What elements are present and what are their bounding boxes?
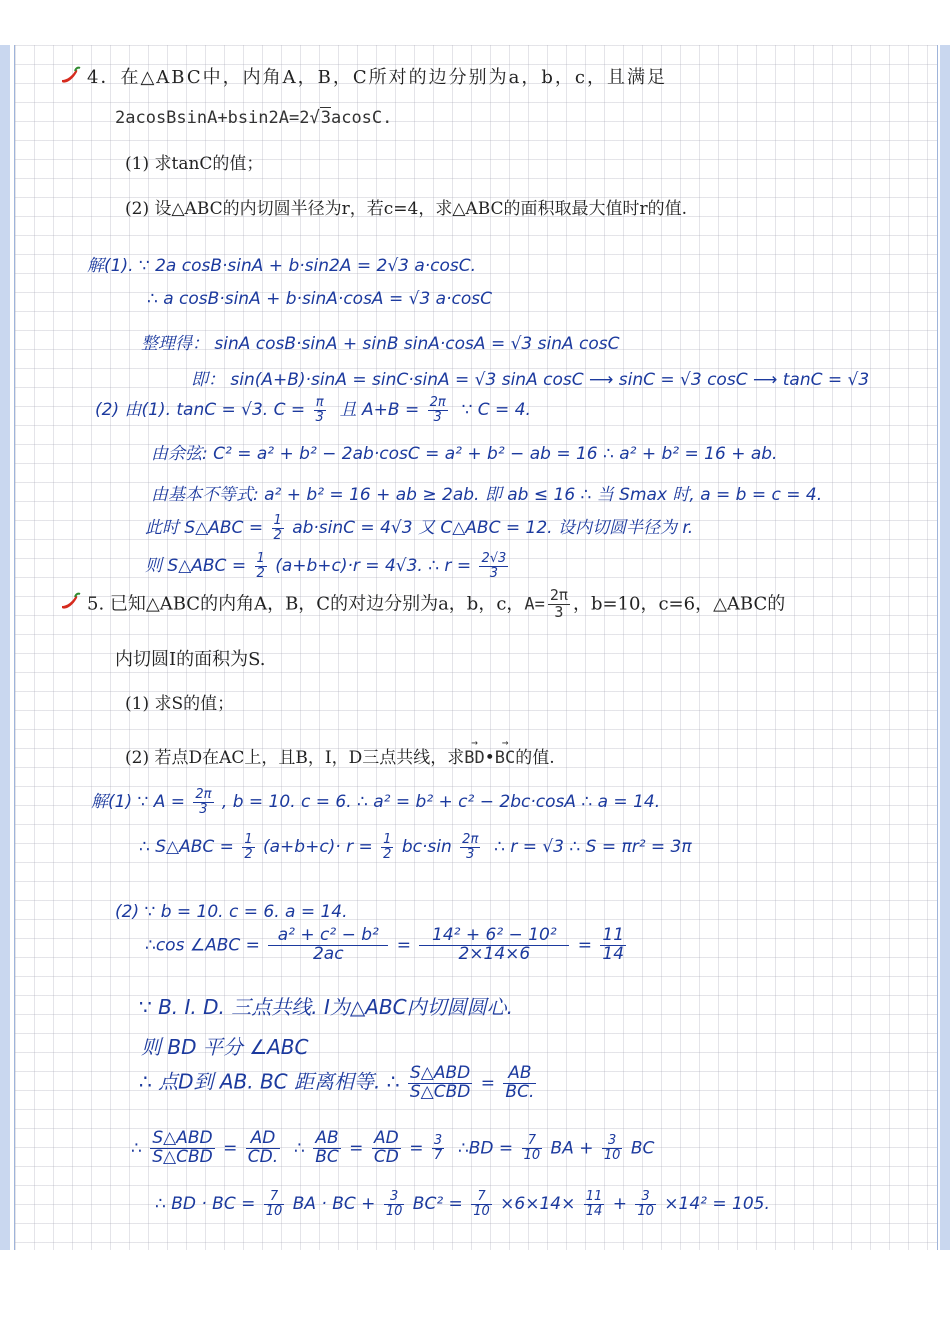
equals-sign: = bbox=[577, 935, 592, 956]
problem-4-stem bbox=[59, 63, 667, 89]
equals-sign: = bbox=[480, 1073, 496, 1094]
denominator: 3 bbox=[433, 409, 442, 425]
fraction bbox=[246, 1130, 280, 1167]
sol5-l2a: ∴ S△ABC = bbox=[139, 837, 234, 858]
sol5-l9c: BC² = bbox=[412, 1194, 463, 1215]
numerator: AB bbox=[503, 1065, 536, 1084]
fraction bbox=[584, 1190, 605, 1218]
denominator: 2×14×6 bbox=[458, 943, 531, 964]
sol5-l2b: (a+b+c)· r = bbox=[263, 837, 373, 858]
problem-5-angle-label: A= bbox=[524, 594, 545, 615]
solution-4-line-4: 即： sin(A+B)·sinA = sinC·sinA = √3 sinA cosC ⟶ sinC = √3 cosC ⟶ tanC = √3 bbox=[191, 370, 870, 390]
fraction bbox=[522, 1134, 543, 1162]
fraction bbox=[384, 1190, 405, 1218]
sol4-l8b: ab·sinC = 4√3 又 C△ABC = 12. 设内切圆半径为 r. bbox=[292, 518, 694, 538]
grid-paper-page bbox=[14, 45, 938, 1250]
numerator: π bbox=[314, 396, 326, 411]
fraction bbox=[471, 1190, 492, 1218]
numerator: 3 bbox=[602, 1134, 623, 1149]
left-edge-strip bbox=[0, 45, 10, 1250]
denominator: 3 bbox=[466, 846, 475, 862]
numerator: S△ABD bbox=[408, 1065, 473, 1084]
red-chili-pepper-icon bbox=[59, 592, 81, 612]
problem-5-stem-c: 内切圆I的面积为S. bbox=[115, 649, 266, 670]
fraction bbox=[193, 788, 213, 816]
solution-5-line-9 bbox=[155, 1190, 770, 1218]
denominator: 2 bbox=[256, 565, 265, 581]
solution-5-line-4 bbox=[145, 927, 629, 964]
numerator: 1 bbox=[383, 832, 392, 847]
solution-4-line-6: 由余弦: C² = a² + b² − 2ab·cosC = a² + b² − ab = 16 ∴ a² + b² = 16 + ab. bbox=[151, 444, 778, 464]
fraction bbox=[381, 833, 393, 861]
denominator: BC bbox=[315, 1146, 339, 1167]
fraction bbox=[372, 1130, 401, 1167]
sol5-l9e: + bbox=[612, 1194, 627, 1215]
condition-radicand: 3 bbox=[320, 108, 331, 128]
denominator: 3 bbox=[315, 409, 324, 425]
problem-5-angle-fraction bbox=[548, 588, 570, 621]
denominator: 3 bbox=[554, 602, 564, 621]
sol4-l9b: (a+b+c)·r = 4√3. ∴ r = bbox=[275, 556, 472, 576]
numerator: 2π bbox=[549, 586, 568, 604]
sol5-l9b: BA · BC + bbox=[292, 1194, 376, 1215]
fraction bbox=[600, 927, 626, 964]
sol4-l5c: ∵ C = 4. bbox=[461, 400, 531, 420]
problem-4-part-2: (2) 设△ABC的内切圆半径为r，若c=4，求△ABC的面积取最大值时r的值. bbox=[125, 199, 688, 219]
denominator: 3 bbox=[199, 801, 208, 817]
denominator: 10 bbox=[265, 1203, 283, 1219]
sol4-l8a: 此时 S△ABC = bbox=[145, 518, 264, 538]
numerator: 1 bbox=[244, 832, 253, 847]
problem-5-part-2-tail: 的值. bbox=[515, 748, 555, 768]
numerator: 14² + 6² − 10² bbox=[419, 927, 569, 946]
sol5-l2d: ∴ r = √3 ∴ S = πr² = 3π bbox=[494, 837, 692, 858]
numerator: 3 bbox=[635, 1190, 656, 1205]
denominator: S△CBD bbox=[152, 1146, 213, 1167]
sol5-l9a: ∴ BD · BC = bbox=[155, 1194, 256, 1215]
denominator: 10 bbox=[523, 1147, 541, 1163]
numerator: 2π bbox=[462, 832, 479, 847]
numerator: 2√3 bbox=[481, 550, 507, 566]
fraction bbox=[428, 396, 448, 424]
vector-bc: → BC bbox=[495, 748, 515, 768]
fraction bbox=[635, 1190, 656, 1218]
denominator: CD. bbox=[247, 1146, 279, 1167]
sol5-l4a: ∴cos ∠ABC = bbox=[145, 935, 260, 956]
solution-4-line-9 bbox=[145, 551, 511, 580]
numerator: 7 bbox=[522, 1134, 543, 1149]
denominator: 7 bbox=[433, 1147, 443, 1163]
numerator: S△ABD bbox=[150, 1130, 215, 1149]
sol4-l9a: 则 S△ABC = bbox=[145, 556, 247, 576]
solution-5-line-1 bbox=[91, 787, 660, 816]
numerator: 1 bbox=[273, 512, 282, 528]
numerator: 2π bbox=[195, 786, 212, 802]
sol4-l5b: 且 A+B = bbox=[339, 400, 420, 420]
problem-4-condition: 2acosBsinA+bsin2A=2√3acosC. bbox=[115, 108, 393, 128]
fraction bbox=[313, 1130, 341, 1167]
solution-5-line-3: (2) ∵ b = 10. c = 6. a = 14. bbox=[115, 902, 348, 922]
sol5-l8a: ∴ bbox=[131, 1138, 142, 1159]
solution-4-line-8 bbox=[145, 513, 693, 542]
fraction bbox=[602, 1134, 623, 1162]
condition-tail: acosC. bbox=[330, 108, 393, 128]
problem-5-stem bbox=[59, 588, 785, 621]
fraction bbox=[314, 396, 326, 424]
denominator: 10 bbox=[385, 1203, 403, 1219]
problem-5-part-1: (1) 求S的值； bbox=[125, 694, 235, 714]
condition-lhs: 2acosBsinA+bsin2A=2 bbox=[115, 108, 310, 128]
denominator: 2ac bbox=[312, 943, 344, 964]
fraction bbox=[264, 1190, 285, 1218]
denominator: 2 bbox=[383, 846, 392, 862]
fraction bbox=[479, 552, 508, 580]
fraction bbox=[408, 1065, 473, 1102]
problem-5-stem-a: 5. 已知△ABC的内角A，B，C的对边分别为a，b，c， bbox=[87, 593, 525, 615]
sol5-l8d: BA + bbox=[550, 1138, 594, 1159]
numerator: 7 bbox=[471, 1190, 492, 1205]
numerator: 3 bbox=[384, 1190, 405, 1205]
sol5-l1b: , b = 10. c = 6. ∴ a² = b² + c² − 2bc·cosA ∴ a = 14. bbox=[221, 792, 661, 812]
problem-5-part-2-text: (2) 若点D在AC上，且B，I，D三点共线，求 bbox=[125, 748, 465, 768]
sol5-l8b: ∴ bbox=[293, 1138, 305, 1159]
sol5-l8c: ∴BD = bbox=[457, 1138, 514, 1159]
sol5-l9f: ×14² = 105. bbox=[664, 1194, 770, 1215]
fraction bbox=[255, 552, 267, 580]
numerator: 1 bbox=[256, 550, 265, 566]
denominator: 2 bbox=[273, 527, 282, 543]
sol5-l7a: ∴ 点D到 AB. BC 距离相等. ∴ bbox=[139, 1069, 400, 1094]
denominator: 14 bbox=[585, 1203, 603, 1219]
problem-4-part-1: (1) 求tanC的值； bbox=[125, 154, 264, 174]
denominator: 2 bbox=[244, 846, 253, 862]
vector-bd: → BD bbox=[464, 748, 484, 768]
solution-4-line-2: ∴ a cosB·sinA + b·sinA·cosA = √3 a·cosC bbox=[147, 289, 492, 309]
solution-5-line-7 bbox=[139, 1065, 539, 1102]
numerator: 11 bbox=[602, 925, 625, 945]
solution-4-line-1: 解(1). ∵ 2a cosB·sinA + b·sin2A = 2√3 a·cosC. bbox=[87, 256, 477, 276]
fraction bbox=[503, 1065, 536, 1102]
sol5-l8e: BC bbox=[630, 1138, 655, 1159]
equals-sign: = bbox=[223, 1138, 238, 1159]
equals-sign: = bbox=[409, 1138, 424, 1159]
fraction bbox=[460, 833, 480, 861]
sol4-l5a: (2) 由(1). tanC = √3. C = bbox=[95, 400, 306, 420]
sol5-l2c: bc·sin bbox=[401, 837, 452, 858]
problem-4-stem-text: 4．在△ABC中，内角A，B，C所对的边分别为a，b，c，且满足 bbox=[87, 67, 667, 88]
fraction bbox=[242, 833, 254, 861]
problem-5-part-2 bbox=[125, 743, 555, 768]
sol5-l1a: 解(1) ∵ A = bbox=[91, 792, 185, 812]
solution-4-line-5 bbox=[95, 395, 531, 424]
fraction bbox=[268, 927, 388, 964]
fraction bbox=[432, 1134, 444, 1162]
red-chili-pepper-icon bbox=[59, 66, 81, 86]
numerator: 11 bbox=[585, 1189, 603, 1204]
fraction bbox=[150, 1130, 215, 1167]
numerator: AB bbox=[313, 1130, 341, 1149]
equals-sign: = bbox=[396, 935, 411, 956]
solution-4-line-7: 由基本不等式: a² + b² = 16 + ab ≥ 2ab. 即 ab ≤ 16 ∴ 当 Smax 时, a = b = c = 4. bbox=[151, 485, 823, 505]
fraction bbox=[419, 927, 569, 964]
solution-5-line-2 bbox=[139, 833, 692, 861]
denominator: 10 bbox=[603, 1147, 621, 1163]
numerator: 3 bbox=[433, 1133, 443, 1149]
equals-sign: = bbox=[349, 1138, 364, 1159]
sol5-l9d: ×6×14× bbox=[500, 1194, 576, 1215]
solution-5-line-8 bbox=[131, 1130, 654, 1167]
denominator: CD bbox=[373, 1146, 399, 1167]
solution-5-line-5: ∵ B. I. D. 三点共线. I为△ABC内切圆圆心. bbox=[139, 995, 513, 1019]
solution-5-line-6: 则 BD 平分 ∠ABC bbox=[141, 1035, 309, 1059]
dot-operator: • bbox=[484, 748, 495, 768]
denominator: BC. bbox=[505, 1081, 535, 1102]
denominator: 10 bbox=[637, 1203, 654, 1219]
numerator: a² + c² − b² bbox=[268, 927, 388, 946]
problem-5-stem-b: ，b=10，c=6，△ABC的 bbox=[572, 593, 786, 615]
right-edge-strip bbox=[940, 45, 950, 1250]
solution-4-line-3: 整理得： sinA cosB·sinA + sinB sinA·cosA = √3 sinA cosC bbox=[141, 334, 620, 354]
numerator: 2π bbox=[429, 394, 446, 410]
numerator: AD bbox=[372, 1130, 401, 1149]
numerator: 7 bbox=[264, 1190, 285, 1205]
fraction bbox=[272, 514, 284, 542]
denominator: 3 bbox=[489, 565, 499, 581]
denominator: S△CBD bbox=[409, 1081, 471, 1102]
denominator: 10 bbox=[473, 1203, 490, 1219]
denominator: 14 bbox=[602, 943, 625, 964]
numerator: AD bbox=[246, 1130, 280, 1149]
